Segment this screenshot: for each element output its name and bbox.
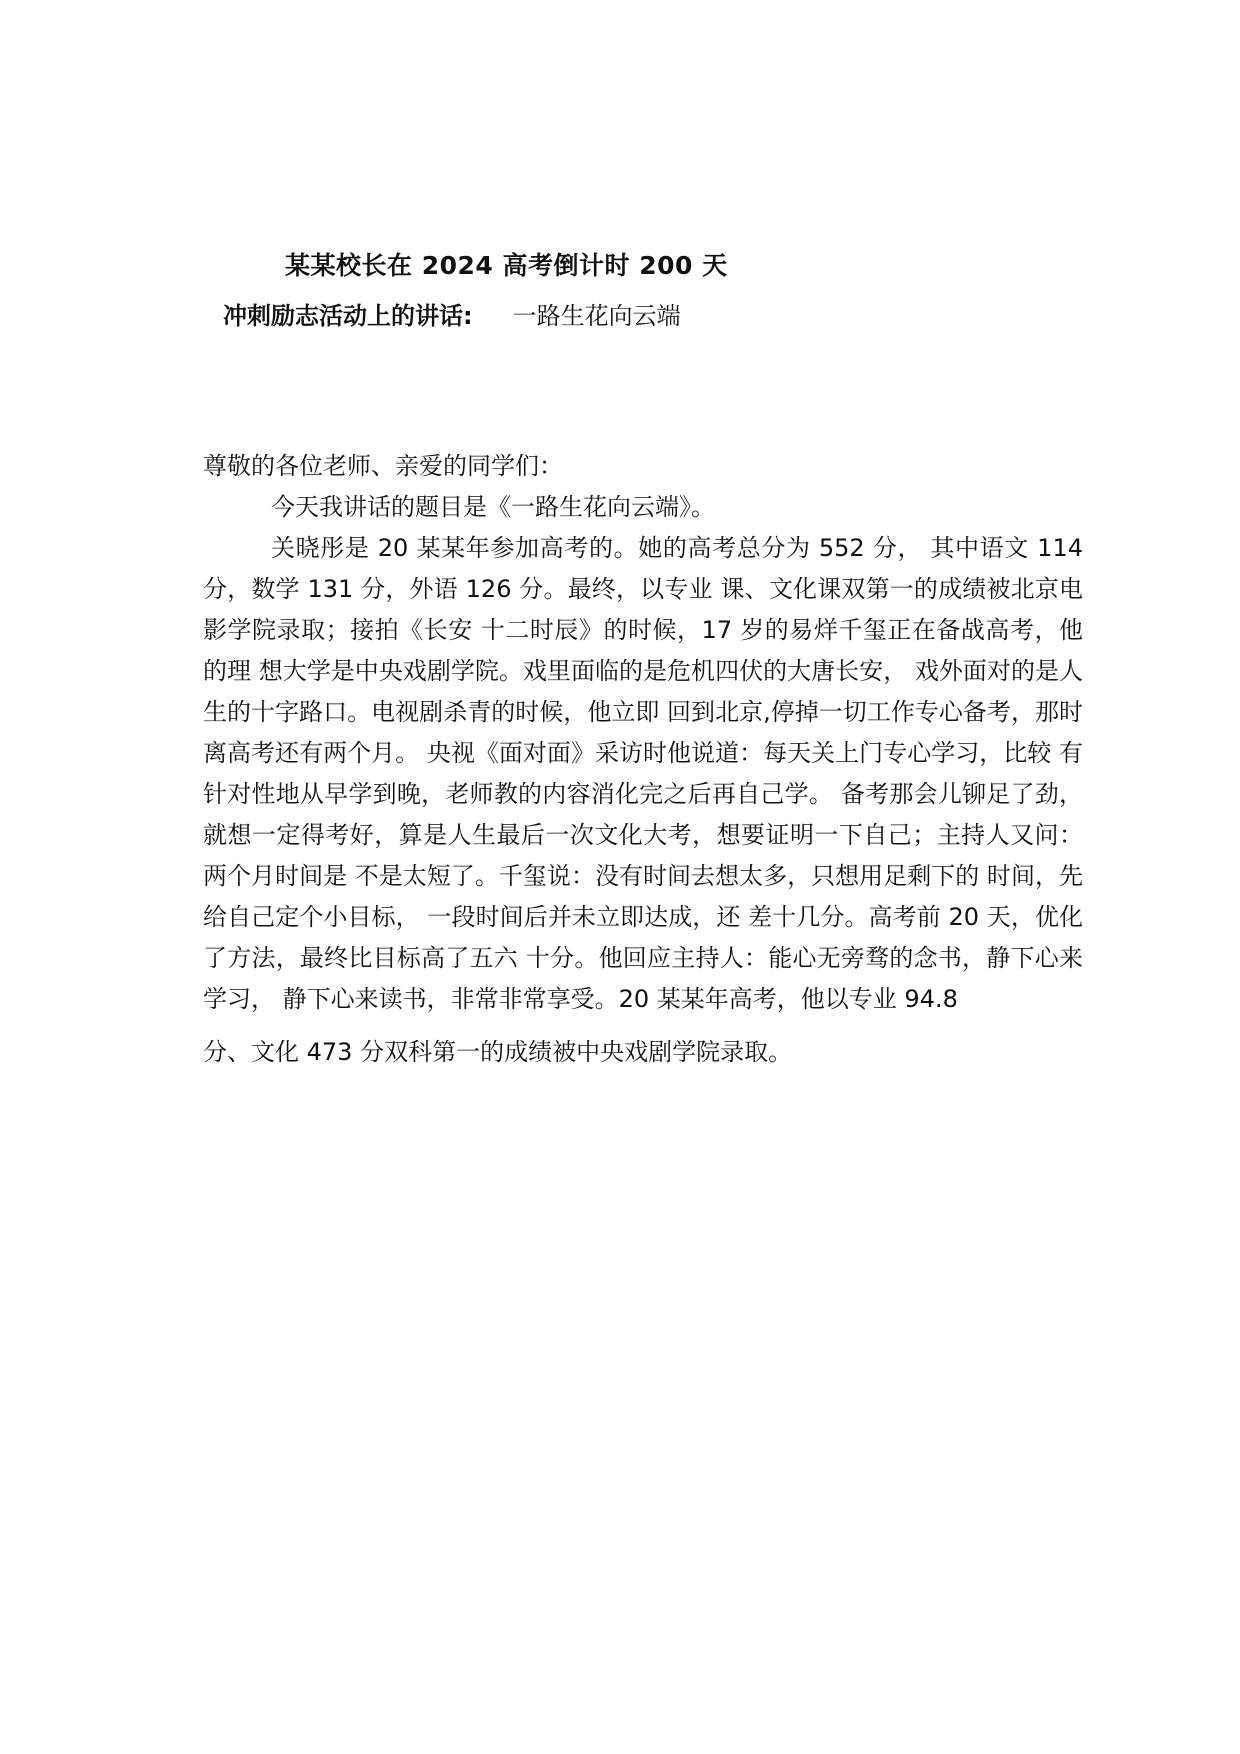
document-title-line-2 <box>223 296 681 331</box>
salutation: 尊敬的各位老师、亲爱的同学们： <box>203 452 563 480</box>
paragraph-topic: 今天我讲话的题目是《一路生花向云端》。 <box>271 493 715 521</box>
document-title-occasion: 冲刺励志活动上的讲话: <box>223 302 473 330</box>
speech-body <box>203 446 1083 1073</box>
paragraph-conclusion: 分、文化 473 分双科第一的成绩被中央戏剧学院录取。 <box>203 1038 793 1066</box>
document-title-line-1: 某某校长在 2024 高考倒计时 200 天 <box>285 251 728 280</box>
paragraph-story: 关晓彤是 20 某某年参加高考的。她的高考总分为 552 分， 其中语文 114 分，数学 131 分，外语 126 分。最终，以专业 课、文化课双第一的成绩被北京电影学院录取；接拍《长安 十二时辰》的时候，17 岁的易烊千玺正在备战高考，他的理 想大学是中央戏剧学院。戏里面临的是危机四伏的大唐长安， 戏外面对的是人生的十字路口。电视剧杀青的时候，他立即 回到北京,停掉一切工作专心备考，那时离高考还有两个月。 央视《面对面》采访时他说道：每天关上门专心学习，比较 有针对性地从早学到晚，老师教的内容消化完之后再自己学。 备考那会儿铆足了劲，就想一定得考好，算是人生最后一次文化大考，想要证明一下自己；主持人又问：两个月时间是 不是太短了。千玺说：没有时间去想太多，只想用足剩下的 时间，先给自己定个小目标， 一段时间后并未立即达成，还 差十几分。高考前 20 天，优化了方法，最终比目标高了五六 十分。他回应主持人：能心无旁骛的念书，静下心来学习， 静下心来读书，非常非常享受。20 某某年高考，他以专业 94.8 <box>203 534 1083 1013</box>
document-subtitle: 一路生花向云端 <box>512 302 681 330</box>
